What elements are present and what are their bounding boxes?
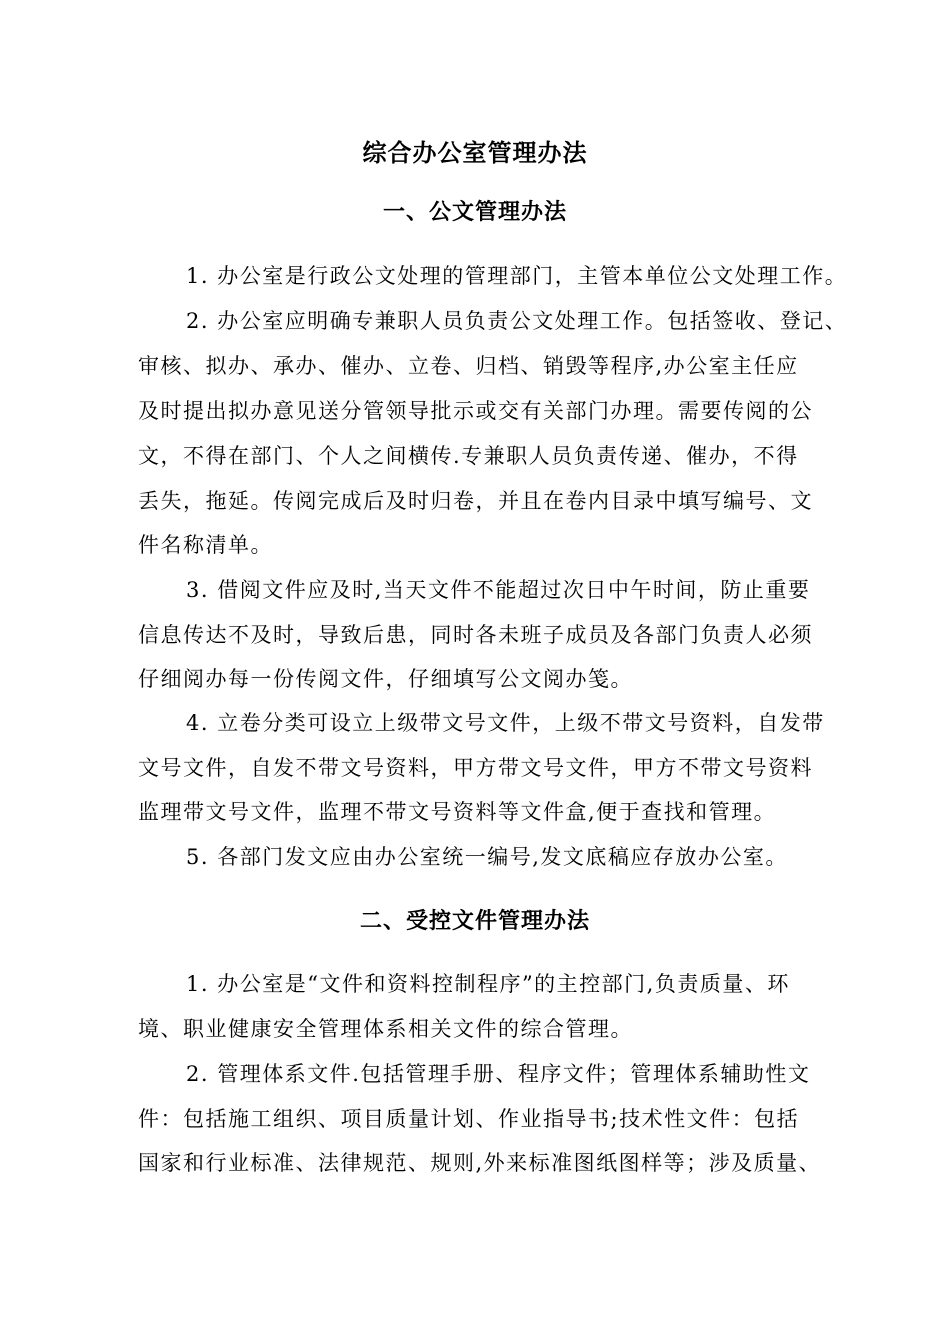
section-heading-official-documents: 一、公文管理办法 <box>382 199 567 225</box>
paragraph-line: 件：包括施工组织、项目质量计划、作业指导书;技术性文件：包括 <box>138 1107 800 1131</box>
paragraph-line: 1. 办公室是行政公文处理的管理部门，主管本单位公文处理工作。 <box>186 264 848 288</box>
document-title: 综合办公室管理办法 <box>362 138 588 167</box>
paragraph-line: 2. 管理体系文件.包括管理手册、程序文件；管理体系辅助性文 <box>186 1062 811 1086</box>
paragraph-line: 3. 借阅文件应及时,当天文件不能超过次日中午时间，防止重要 <box>186 578 811 602</box>
section-heading-controlled-documents: 二、受控文件管理办法 <box>359 908 590 934</box>
paragraph-line: 审核、拟办、承办、催办、立卷、归档、销毁等程序,办公室主任应 <box>138 354 799 378</box>
paragraph-line: 件名称清单。 <box>138 533 273 557</box>
paragraph-line: 5. 各部门发文应由办公室统一编号,发文底稿应存放办公室。 <box>186 845 788 869</box>
paragraph-line: 丢失，拖延。传阅完成后及时归卷，并且在卷内目录中填写编号、文 <box>138 489 813 513</box>
paragraph-line: 信息传达不及时，导致后患，同时各未班子成员及各部门负责人必须 <box>138 623 813 647</box>
paragraph-line: 境、职业健康安全管理体系相关文件的综合管理。 <box>138 1017 633 1041</box>
paragraph-line: 2. 办公室应明确专兼职人员负责公文处理工作。包括签收、登记、 <box>186 309 848 333</box>
paragraph-line: 国家和行业标准、法律规范、规则,外来标准图纸图样等；涉及质量、 <box>138 1151 822 1175</box>
paragraph-line: 4. 立卷分类可设立上级带文号文件，上级不带文号资料，自发带 <box>186 711 825 735</box>
paragraph-line: 文，不得在部门、个人之间横传.专兼职人员负责传递、催办，不得 <box>138 444 799 468</box>
paragraph-line: 仔细阅办每一份传阅文件，仔细填写公文阅办笺。 <box>138 667 633 691</box>
paragraph-line: 及时提出拟办意见送分管领导批示或交有关部门办理。需要传阅的公 <box>138 399 813 423</box>
paragraph-line: 1. 办公室是“文件和资料控制程序”的主控部门,负责质量、环 <box>186 972 790 996</box>
paragraph-line: 文号文件，自发不带文号资料，甲方带文号文件，甲方不带文号资料 <box>138 756 813 780</box>
paragraph-line: 监理带文号文件，监理不带文号资料等文件盒,便于查找和管理。 <box>138 800 777 824</box>
